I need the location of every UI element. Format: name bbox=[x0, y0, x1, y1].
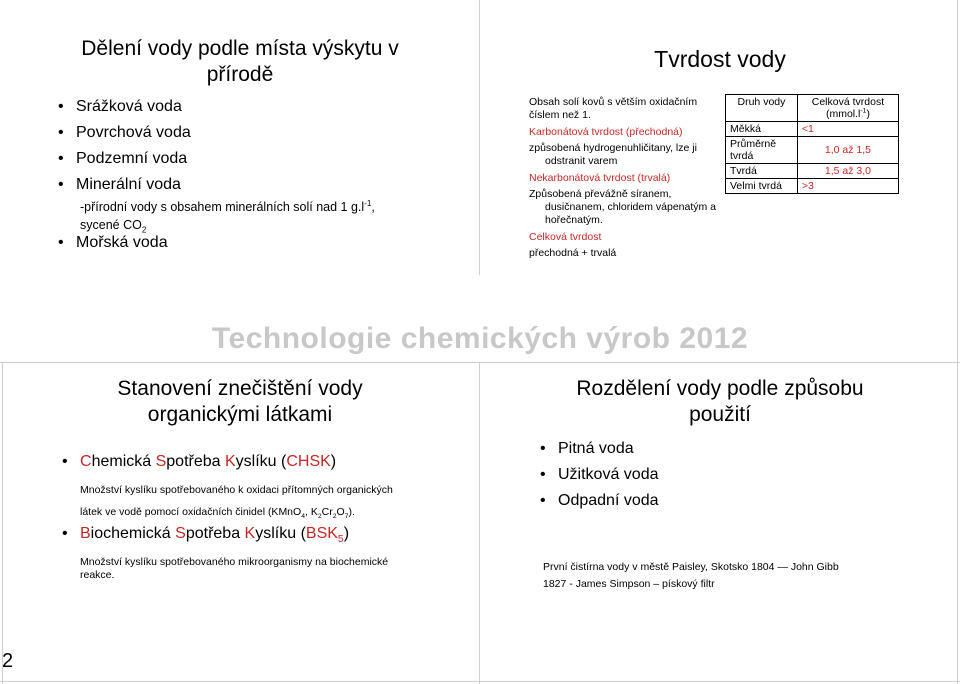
table-row bbox=[726, 164, 899, 179]
chsk-item bbox=[60, 452, 336, 472]
divider bbox=[0, 362, 960, 363]
table-cell: Tvrdá bbox=[726, 164, 798, 179]
noncarbonate-heading: Nekarbonátová tvrdost (trvalá) bbox=[529, 172, 671, 184]
list-item: • Biochemická Spotřeba Kyslíku $(BSK_5)$ bbox=[60, 524, 349, 544]
carbonate-heading: Karbonátová tvrdost (přechodná) bbox=[529, 126, 683, 138]
mineral-note: -přírodní vody s obsahem minerálních solí nad 1 $g.l^{-1}$, sycené $CO_2$ bbox=[80, 198, 375, 235]
watermark: Technologie chemických výrob 2012 bbox=[211, 322, 749, 355]
list-item: • Minerální voda bbox=[56, 172, 191, 198]
divider bbox=[479, 0, 480, 275]
slide4-list bbox=[538, 436, 659, 514]
slide4-title: Rozdělení vody podle způsobu použití bbox=[576, 377, 864, 426]
list-item: • Pitná voda bbox=[538, 436, 659, 462]
history-line-1: První čistírna vody v městě Paisley, Skotsko 1804 — John Gibb bbox=[543, 561, 839, 573]
divider bbox=[479, 362, 480, 684]
slide1-list-end bbox=[56, 232, 168, 254]
slide3-title: Stanovení znečištění vody organickými látkami bbox=[117, 377, 363, 426]
table-cell: Měkká bbox=[726, 122, 798, 137]
column-header: Druh vody bbox=[726, 95, 798, 122]
list-item: • Podzemní voda bbox=[56, 146, 191, 172]
page-number: 2 bbox=[2, 650, 14, 672]
table-row bbox=[726, 122, 899, 137]
total-desc: přechodná + trvalá bbox=[529, 247, 617, 259]
list-item: • Chemická Spotřeba Kyslíku (CHSK) bbox=[60, 452, 336, 472]
hardness-table bbox=[725, 94, 899, 194]
table-row bbox=[726, 137, 899, 164]
table-row bbox=[726, 179, 899, 194]
slide1-list bbox=[56, 94, 191, 198]
divider bbox=[2, 362, 3, 684]
table-cell: 1,0 až 1,5 bbox=[797, 137, 898, 164]
table-cell: 1,5 až 3,0 bbox=[797, 164, 898, 179]
slide2-title: Tvrdost vody bbox=[654, 46, 786, 72]
history-line-2: 1827 - James Simpson – pískový filtr bbox=[543, 578, 715, 590]
list-item: • Užitková voda bbox=[538, 462, 659, 488]
list-item: • Mořská voda bbox=[56, 232, 168, 254]
list-item: • Povrchová voda bbox=[56, 120, 191, 146]
chsk-desc-1: Množství kyslíku spotřebovaného k oxidaci přítomných organických bbox=[80, 484, 393, 496]
divider bbox=[0, 681, 960, 682]
column-header: Celková tvrdost $(mmol.l^{-1})$ bbox=[797, 95, 898, 122]
table-cell: Velmi tvrdá bbox=[726, 179, 798, 194]
bsk-item bbox=[60, 524, 349, 544]
table-cell: Průměrně tvrdá bbox=[726, 137, 798, 164]
total-heading: Celková tvrdost bbox=[529, 231, 602, 243]
slide1-title: Dělení vody podle místa výskytu v přírodě bbox=[81, 37, 399, 86]
bsk-desc: Množství kyslíku spotřebovaného mikroorganismy na biochemické reakce. bbox=[80, 556, 389, 581]
chsk-desc-2: látek ve vodě pomocí oxidačních činidel (KMnO$_4$, $K_2Cr_2O_7$). bbox=[80, 506, 355, 521]
hardness-intro: Obsah solí kovů s větším oxidačním číslem než 1. bbox=[529, 96, 698, 121]
noncarbonate-desc: Způsobená převážně síranem, dusičnanem, chloridem vápenatým a hořečnatým. bbox=[529, 188, 717, 226]
table-header bbox=[726, 95, 899, 122]
table-cell: >3 bbox=[797, 179, 898, 194]
hardness-text bbox=[529, 96, 719, 260]
list-item: • Odpadní voda bbox=[538, 488, 659, 514]
list-item: • Srážková voda bbox=[56, 94, 191, 120]
carbonate-desc: způsobená hydrogenuhličitany, lze ji odstranit varem bbox=[529, 142, 697, 167]
table-cell: <1 bbox=[797, 122, 898, 137]
